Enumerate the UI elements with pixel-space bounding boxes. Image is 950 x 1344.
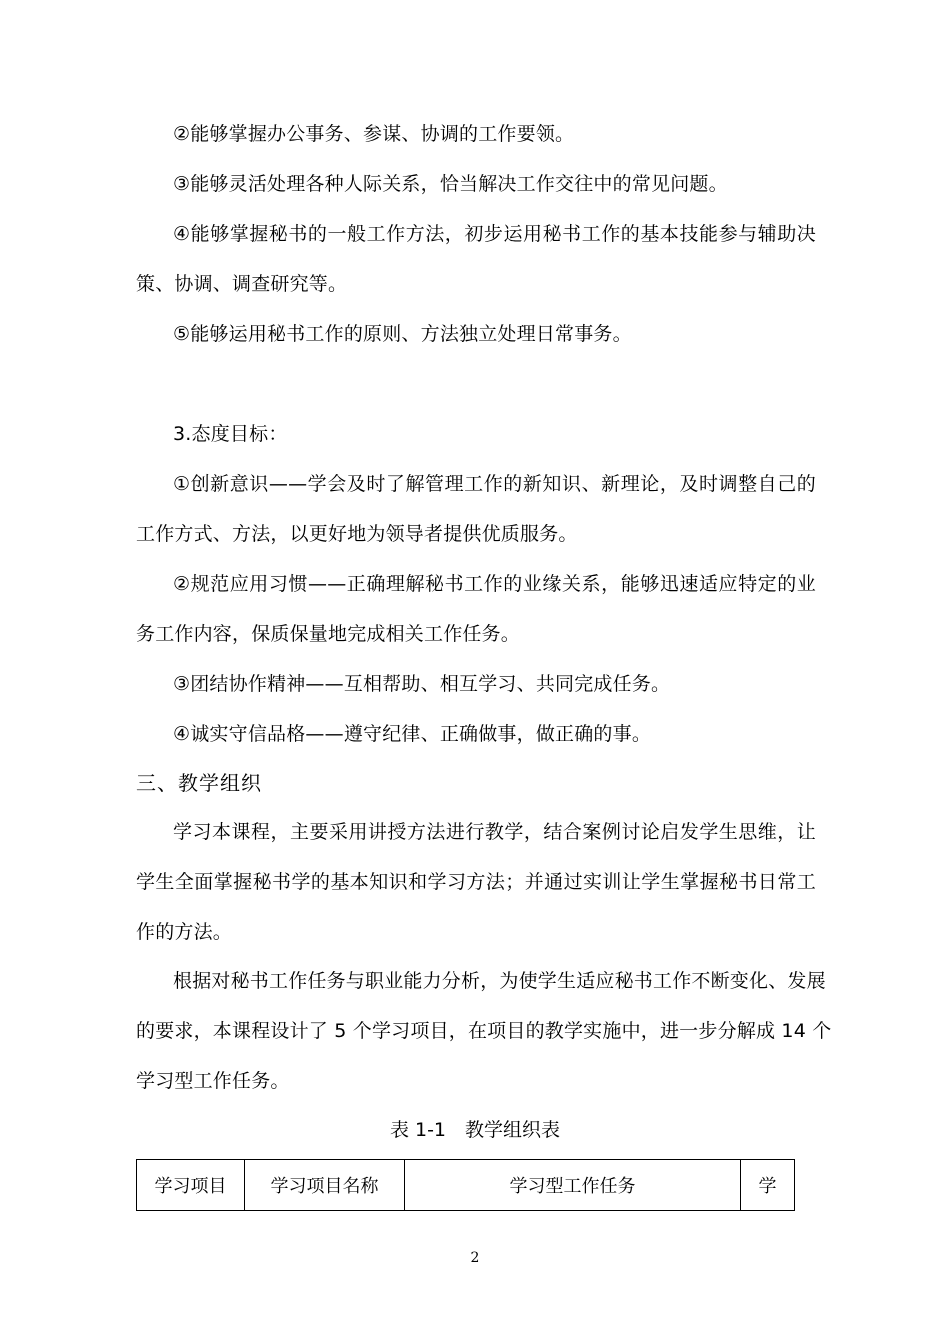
attitude-item-4: ④诚实守信品格——遵守纪律、正确做事，做正确的事。 [173,723,652,745]
paragraph2-line3: 学习型工作任务。 [136,1070,290,1092]
skill-goal-2: ②能够掌握办公事务、参谋、协调的工作要领。 [173,123,575,145]
attitude-item-2-line1: ②规范应用习惯——正确理解秘书工作的业缘关系，能够迅速适应特定的业 [173,573,816,595]
attitude-item-2-line2: 务工作内容，保质保量地完成相关工作任务。 [136,623,521,645]
paragraph1-line2: 学生全面掌握秘书学的基本知识和学习方法；并通过实训让学生掌握秘书日常工 [136,871,816,893]
attitude-title: 3.态度目标： [173,423,288,445]
section-heading: 三、教学组织 [136,771,262,795]
header-project: 学习项目 [137,1160,245,1211]
paragraph1-line3: 作的方法。 [136,921,233,943]
header-truncated: 学 [741,1160,795,1211]
header-work-task: 学习型工作任务 [405,1160,741,1211]
paragraph2-line2: 的要求，本课程设计了 5 个学习项目，在项目的教学实施中，进一步分解成 14 个 [136,1020,832,1042]
paragraph2-line1: 根据对秘书工作任务与职业能力分析，为使学生适应秘书工作不断变化、发展 [173,970,826,992]
table-header-row [137,1160,795,1211]
teaching-organization-table [136,1159,795,1211]
skill-goal-4-line2: 策、协调、调查研究等。 [136,273,348,295]
header-project-name: 学习项目名称 [245,1160,405,1211]
skill-goal-4-line1: ④能够掌握秘书的一般工作方法，初步运用秘书工作的基本技能参与辅助决 [173,223,816,245]
skill-goal-5: ⑤能够运用秘书工作的原则、方法独立处理日常事务。 [173,323,632,345]
attitude-item-1-line1: ①创新意识——学会及时了解管理工作的新知识、新理论，及时调整自己的 [173,473,816,495]
page-number: 2 [470,1250,480,1266]
paragraph1-line1: 学习本课程，主要采用讲授方法进行教学，结合案例讨论启发学生思维，让 [173,821,816,843]
attitude-item-3: ③团结协作精神——互相帮助、相互学习、共同完成任务。 [173,673,671,695]
skill-goal-3: ③能够灵活处理各种人际关系，恰当解决工作交往中的常见问题。 [173,173,728,195]
attitude-item-1-line2: 工作方式、方法，以更好地为领导者提供优质服务。 [136,523,578,545]
table-caption: 表 1-1 教学组织表 [389,1119,561,1141]
